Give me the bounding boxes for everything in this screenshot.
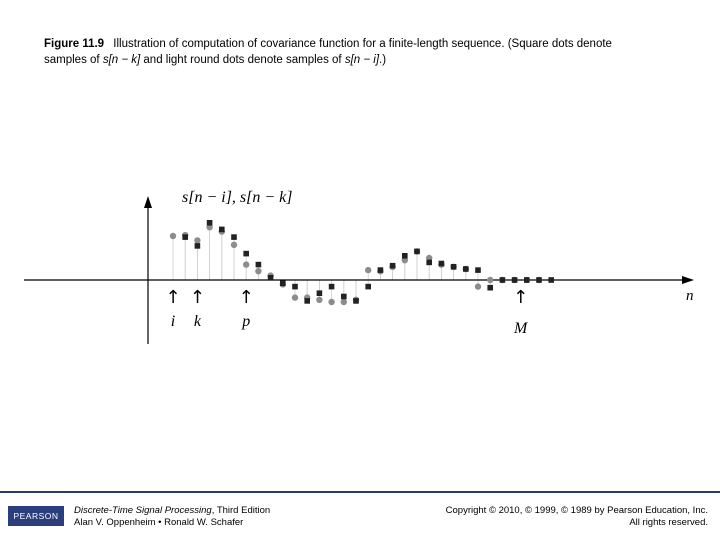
square-dot	[439, 261, 445, 267]
square-dot	[378, 267, 384, 273]
square-dot	[353, 298, 359, 304]
square-dot	[207, 220, 213, 226]
x-axis-arrowhead	[682, 276, 694, 284]
rights-text: All rights reserved.	[629, 517, 708, 528]
caption-line1: Illustration of computation of covariance function for a finite-length sequence. (Square dots denote	[113, 38, 612, 50]
round-dot	[255, 268, 261, 274]
y-axis-arrowhead	[144, 196, 152, 208]
square-dot	[243, 251, 249, 257]
marker-label-k: k	[193, 313, 201, 330]
round-dot	[365, 267, 371, 273]
data-points	[170, 220, 554, 305]
caption-line2-end: .)	[379, 54, 387, 66]
caption-round-term: s[n − i]	[344, 54, 380, 66]
book-title: Discrete-Time Signal Processing	[74, 505, 212, 516]
square-dot	[365, 284, 371, 290]
square-dot	[304, 298, 310, 304]
square-dot	[512, 277, 518, 283]
marker-arrow-p: ↑	[238, 287, 254, 308]
square-dot	[500, 277, 506, 283]
caption-square-term: s[n − k]	[102, 54, 141, 66]
square-dot	[426, 260, 432, 266]
square-dot	[231, 234, 237, 240]
square-dot	[402, 253, 408, 259]
footer-copyright	[446, 505, 708, 529]
marker-arrow-k: ↑	[189, 287, 205, 308]
marker-arrow-i: ↑	[165, 287, 181, 308]
round-dot	[316, 297, 322, 303]
round-dot	[341, 299, 347, 305]
square-dot	[292, 284, 298, 290]
square-dot	[256, 262, 262, 268]
square-dot	[390, 263, 396, 269]
square-dot	[329, 284, 335, 290]
square-dot	[268, 275, 274, 281]
figure-label: Figure 11.9	[44, 38, 105, 50]
index-markers	[165, 287, 529, 337]
footer-book-info	[74, 505, 270, 529]
caption-line2-mid: and light round dots denote samples of	[140, 54, 345, 66]
round-dot	[292, 294, 298, 300]
marker-label-M: M	[514, 320, 528, 337]
square-dot	[317, 290, 323, 296]
square-dot	[219, 227, 225, 233]
caption-line2-pre: samples of	[44, 54, 103, 66]
square-dot	[475, 267, 481, 273]
square-dot	[463, 266, 469, 272]
y-axis-label: s[n − i], s[n − k]	[182, 189, 293, 206]
round-dot	[475, 283, 481, 289]
marker-label-i: i	[170, 313, 176, 330]
round-dot	[194, 237, 200, 243]
copyright-text: Copyright © 2010, © 1999, © 1989 by Pearson Education, Inc.	[445, 505, 708, 516]
x-axis-label: n	[686, 288, 694, 304]
square-dot	[536, 277, 542, 283]
book-edition: , Third Edition	[211, 505, 271, 516]
round-dot	[170, 233, 176, 239]
square-dot	[182, 234, 188, 240]
footer-rule	[0, 491, 720, 493]
square-dot	[195, 243, 201, 249]
marker-arrow-M: ↑	[513, 287, 529, 308]
square-dot	[341, 294, 347, 300]
round-dot	[328, 299, 334, 305]
square-dot	[280, 281, 286, 287]
pearson-logo: PEARSON	[8, 506, 64, 526]
round-dot	[487, 277, 493, 283]
square-dot	[548, 277, 554, 283]
book-authors: Alan V. Oppenheim • Ronald W. Schafer	[74, 517, 244, 528]
round-dot	[231, 242, 237, 248]
square-dot	[487, 285, 493, 291]
round-dot	[243, 261, 249, 267]
square-dot	[451, 264, 457, 270]
marker-label-p: p	[242, 313, 251, 330]
square-dot	[524, 277, 530, 283]
square-dot	[414, 249, 420, 255]
